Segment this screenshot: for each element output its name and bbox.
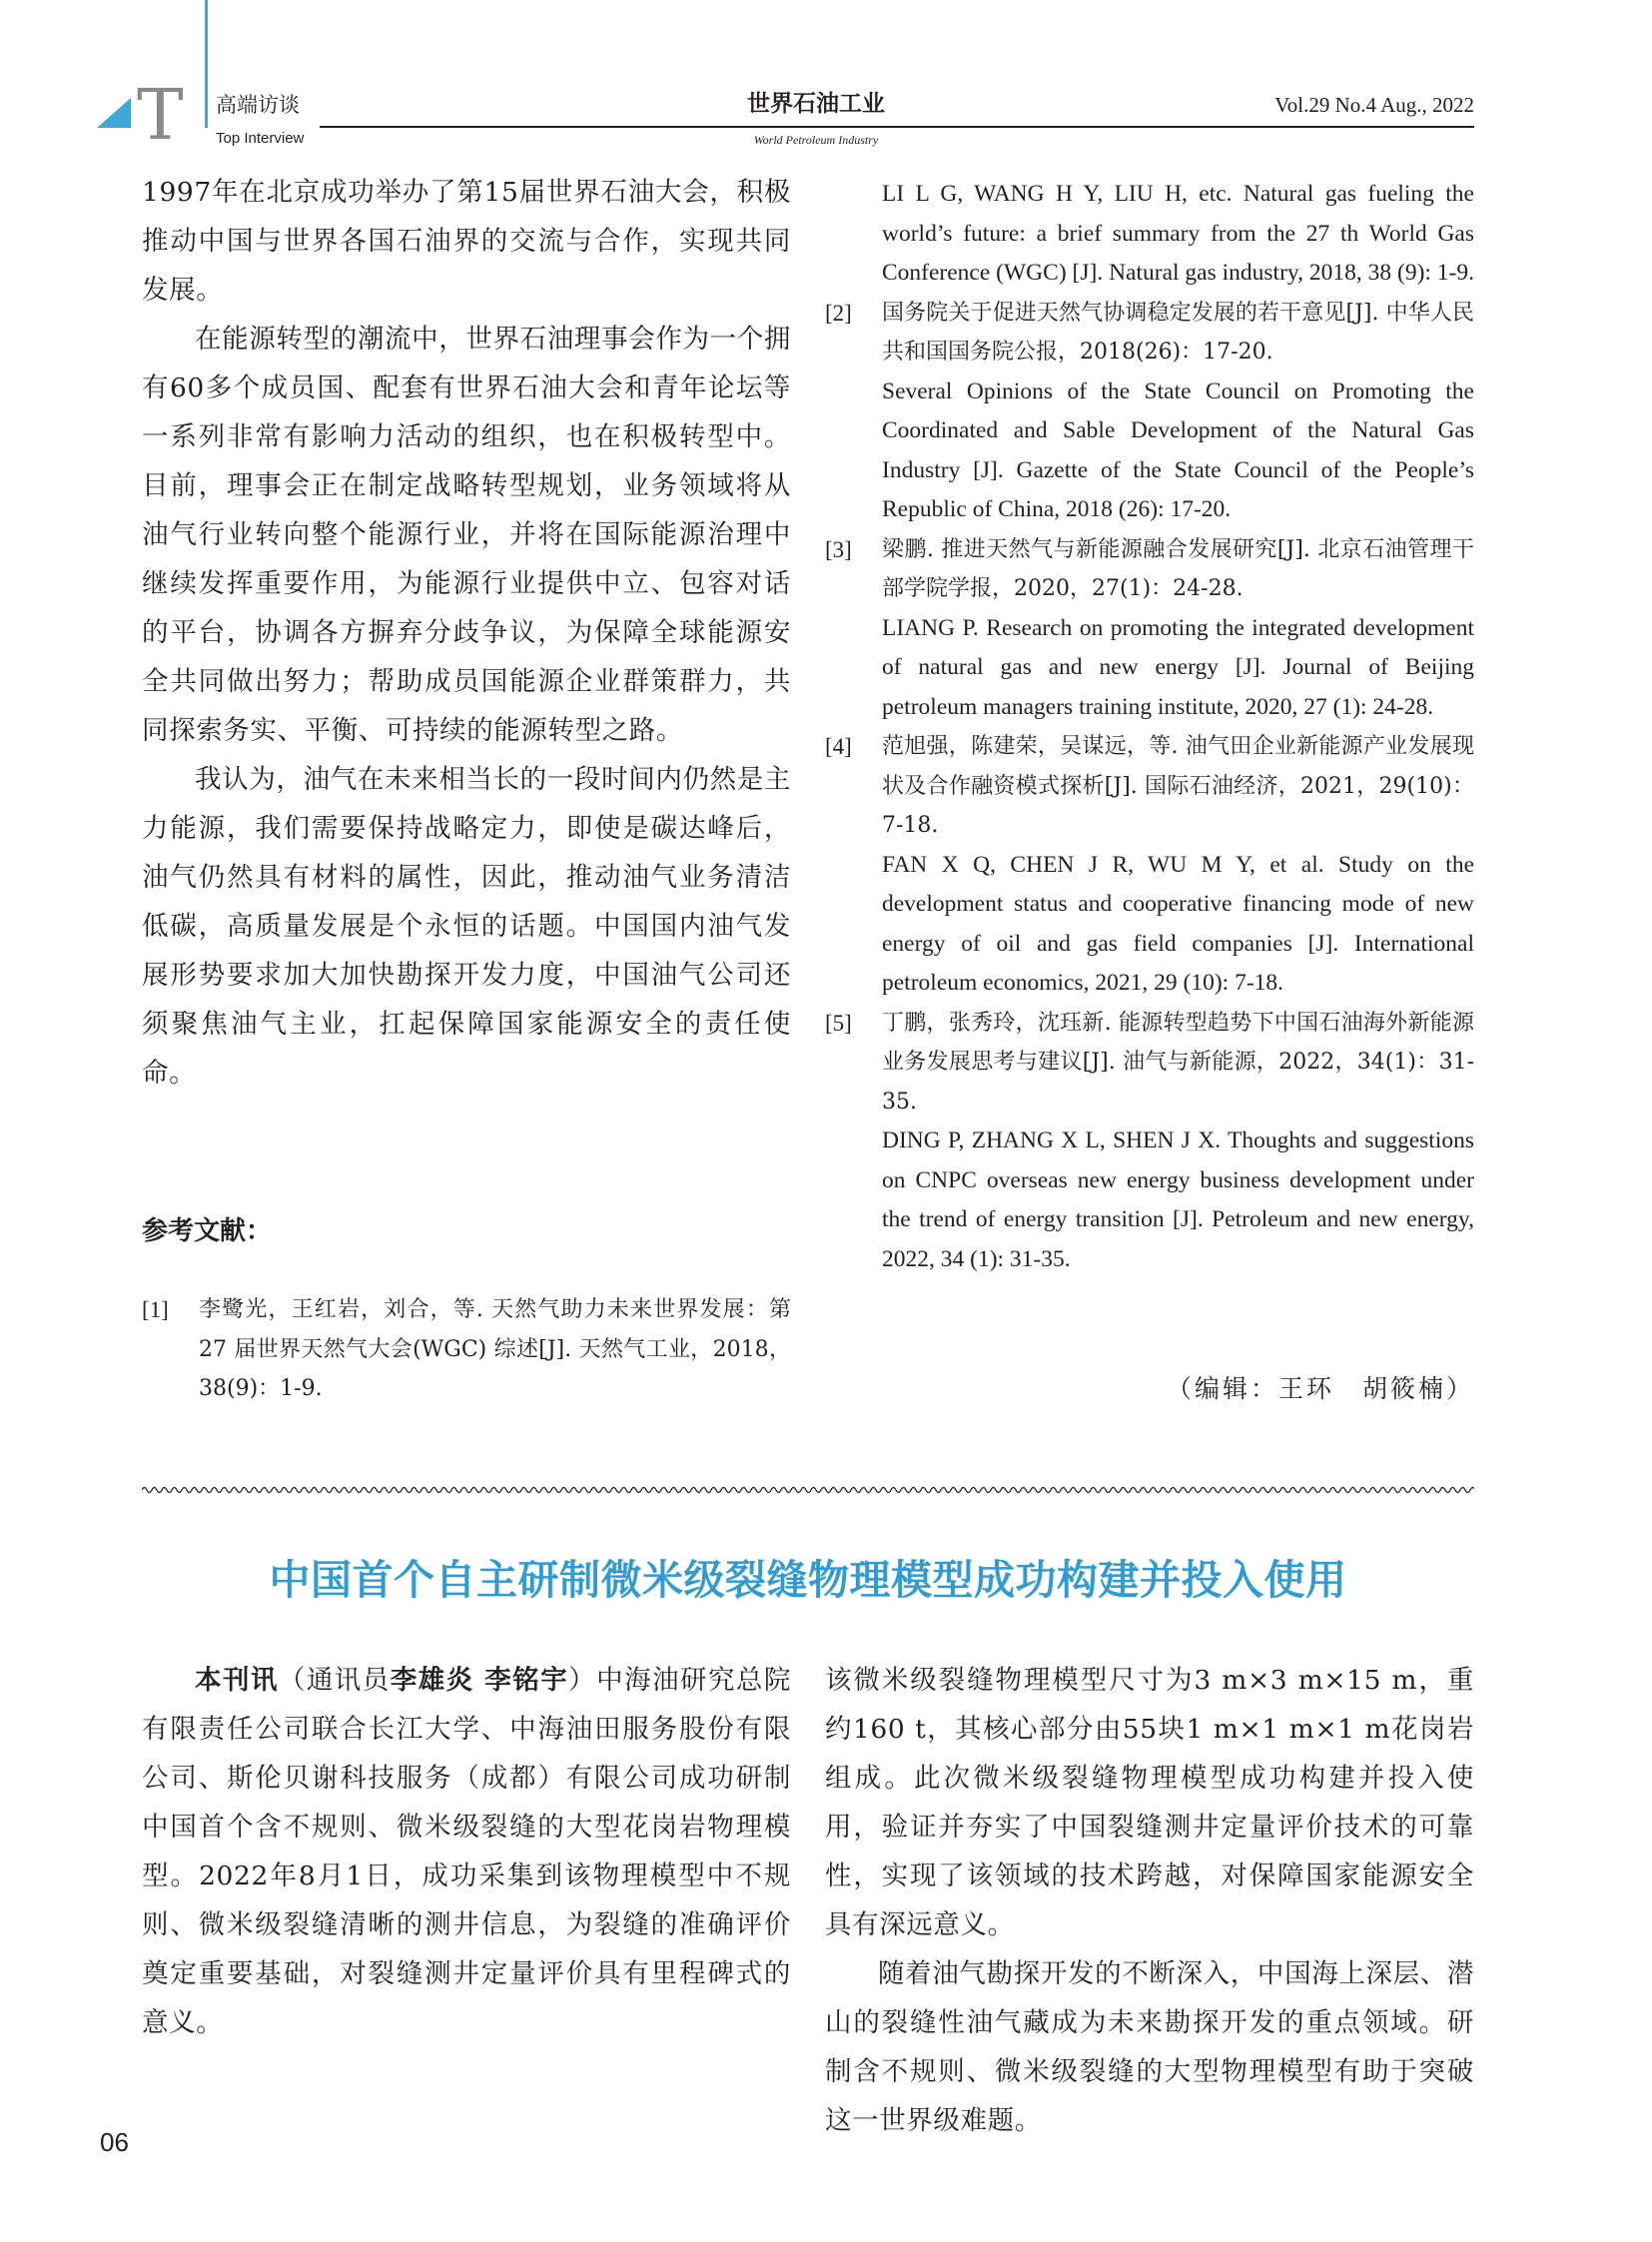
reference-cn-text: 梁鹏. 推进天然气与新能源融合发展研究[J]. 北京石油管理干部学院学报，2020，27(1)：24-28. xyxy=(882,536,1474,601)
news-paren-close: ） xyxy=(568,1665,597,1696)
reference-1-cn-block xyxy=(142,1290,791,1409)
reference-number: [1] xyxy=(142,1297,169,1322)
header-rule xyxy=(320,126,1474,128)
magazine-title-en: World Petroleum Industry xyxy=(753,133,879,147)
reference-en-text: FAN X Q, CHEN J R, WU M Y, et al. Study on the development status and cooperative financing mode of new energy of oil and gas field companies [J]. International petroleum economics, 2021, 29 (10): 7-18. xyxy=(882,851,1474,996)
magazine-title-cn: 世界石油工业 xyxy=(747,91,885,117)
news-paren-open: （通讯员 xyxy=(278,1665,391,1696)
news-right-column xyxy=(825,1656,1474,2145)
news-paragraph-1-text: 中海油研究总院有限责任公司联合长江大学、中海油田服务股份有限公司、斯伦贝谢科技服务（成都）有限公司成功研制中国首个含不规则、微米级裂缝的大型花岗岩物理模型。2022年8月1日，成功采集到该物理模型中不规则、微米级裂缝清晰的测井信息，为裂缝的准确评价奠定重要基础，对裂缝测井定量评价具有里程碑式的意义。 xyxy=(142,1665,791,2038)
news-paragraph-2-continued: 该微米级裂缝物理模型尺寸为3 m×3 m×15 m，重约160 t，其核心部分由55块1 m×1 m×1 m花岗岩组成。此次微米级裂缝物理模型成功构建并投入使用，验证并夯实了中国裂缝测井定量评价技术的可靠性，实现了该领域的技术跨越，对保障国家能源安全具有深远意义。 xyxy=(825,1665,1474,1940)
wavy-divider xyxy=(142,1484,1474,1496)
reference-number: [3] xyxy=(825,536,852,562)
section-title-cn: 高端访谈 xyxy=(216,93,300,117)
reference-en-text: LI L G, WANG H Y, LIU H, etc. Natural gas fueling the world’s future: a brief summary from the 27 th World Gas Conference (WGC) [J]. Natural gas industry, 2018, 38 (9): 1-9. xyxy=(882,181,1474,286)
reference-4 xyxy=(825,727,1474,1004)
header-triangle-icon xyxy=(97,98,131,128)
reference-5 xyxy=(825,1004,1474,1280)
news-reporters: 李雄炎 李铭宇 xyxy=(390,1665,569,1696)
news-left-column xyxy=(142,1656,791,2047)
reference-en-text: DING P, ZHANG X L, SHEN J X. Thoughts and suggestions on CNPC overseas new energy business development under the trend of energy transition [J]. Petroleum and new energy, 2022, 34 (1): 31-35. xyxy=(882,1127,1474,1272)
reference-3 xyxy=(825,530,1474,728)
paragraph-1: 1997年在北京成功举办了第15届世界石油大会，积极推动中国与世界各国石油界的交流与合作，实现共同发展。 xyxy=(142,177,791,306)
reference-number: [5] xyxy=(825,1010,852,1036)
reference-en-text: LIANG P. Research on promoting the integrated development of natural gas and new energy [J]. Journal of Beijing petroleum managers training institute, 2020, 27 (1): 24-28. xyxy=(882,614,1474,720)
news-paragraph-1 xyxy=(142,1656,791,2047)
paragraph-2: 在能源转型的潮流中，世界石油理事会作为一个拥有60多个成员国、配套有世界石油大会和青年论坛等一系列非常有影响力活动的组织，也在积极转型中。目前，理事会正在制定战略转型规划，业务领域将从油气行业转向整个能源行业，并将在国际能源治理中继续发挥重要作用，为能源行业提供中立、包容对话的平台，协调各方摒弃分歧争议，为保障全球能源安全共同做出努力；帮助成员国能源企业群策群力，共同探索务实、平衡、可持续的能源转型之路。 xyxy=(142,324,791,746)
article-left-column xyxy=(142,168,791,1098)
news-lead-label: 本刊讯 xyxy=(195,1665,279,1696)
volume-info: Vol.29 No.4 Aug., 2022 xyxy=(1274,93,1474,117)
reference-cn-text: 国务院关于促进天然气协调稳定发展的若干意见[J]. 中华人民共和国国务院公报，2018(26)：17-20. xyxy=(882,300,1474,365)
editor-note: （编辑：王环 胡筱楠） xyxy=(1166,1374,1474,1403)
reference-cn-text: 丁鹏，张秀玲，沈珏新. 能源转型趋势下中国石油海外新能源业务发展思考与建议[J]. 油气与新能源，2022，34(1)：31-35. xyxy=(882,1010,1474,1115)
references-heading: 参考文献： xyxy=(142,1216,273,1246)
reference-cn-text: 李鹭光，王红岩，刘合，等. 天然气助力未来世界发展：第 27 届世界天然气大会(WGC) 综述[J]. 天然气工业，2018，38(9)：1-9. xyxy=(199,1297,791,1401)
references-right-column xyxy=(825,175,1474,1279)
reference-number: [4] xyxy=(825,734,852,759)
reference-2 xyxy=(825,294,1474,530)
section-letter: T xyxy=(137,74,184,156)
news-title: 中国首个自主研制微米级裂缝物理模型成功构建并投入使用 xyxy=(269,1556,1347,1604)
reference-en-text: Several Opinions of the State Council on Promoting the Coordinated and Sable Development of the Natural Gas Industry [J]. Gazette of the State Council of the People’s Republic of China, 2018 (26): 17-20. xyxy=(882,377,1474,522)
section-title-en: Top Interview xyxy=(216,130,305,147)
reference-cn-text: 范旭强，陈建荣，吴谋远，等. 油气田企业新能源产业发展现状及合作融资模式探析[J]. 国际石油经济，2021，29(10)：7-18. xyxy=(882,734,1474,838)
paragraph-3: 我认为，油气在未来相当长的一段时间内仍然是主力能源，我们需要保持战略定力，即使是碳达峰后，油气仍然具有材料的属性，因此，推动油气业务清洁低碳，高质量发展是个永恒的话题。中国国内油气发展形势要求加大加快勘探开发力度，中国油气公司还须聚焦油气主业，扛起保障国家能源安全的责任使命。 xyxy=(142,764,791,1089)
news-paragraph-3: 随着油气勘探开发的不断深入，中国海上深层、潜山的裂缝性油气藏成为未来勘探开发的重点领域。研制含不规则、微米级裂缝的大型物理模型有助于突破这一世界级难题。 xyxy=(825,1958,1474,2136)
reference-1-en-block xyxy=(825,175,1474,294)
reference-number: [2] xyxy=(825,300,852,326)
header-accent-bar xyxy=(205,0,208,128)
page-number: 06 xyxy=(100,2127,129,2157)
